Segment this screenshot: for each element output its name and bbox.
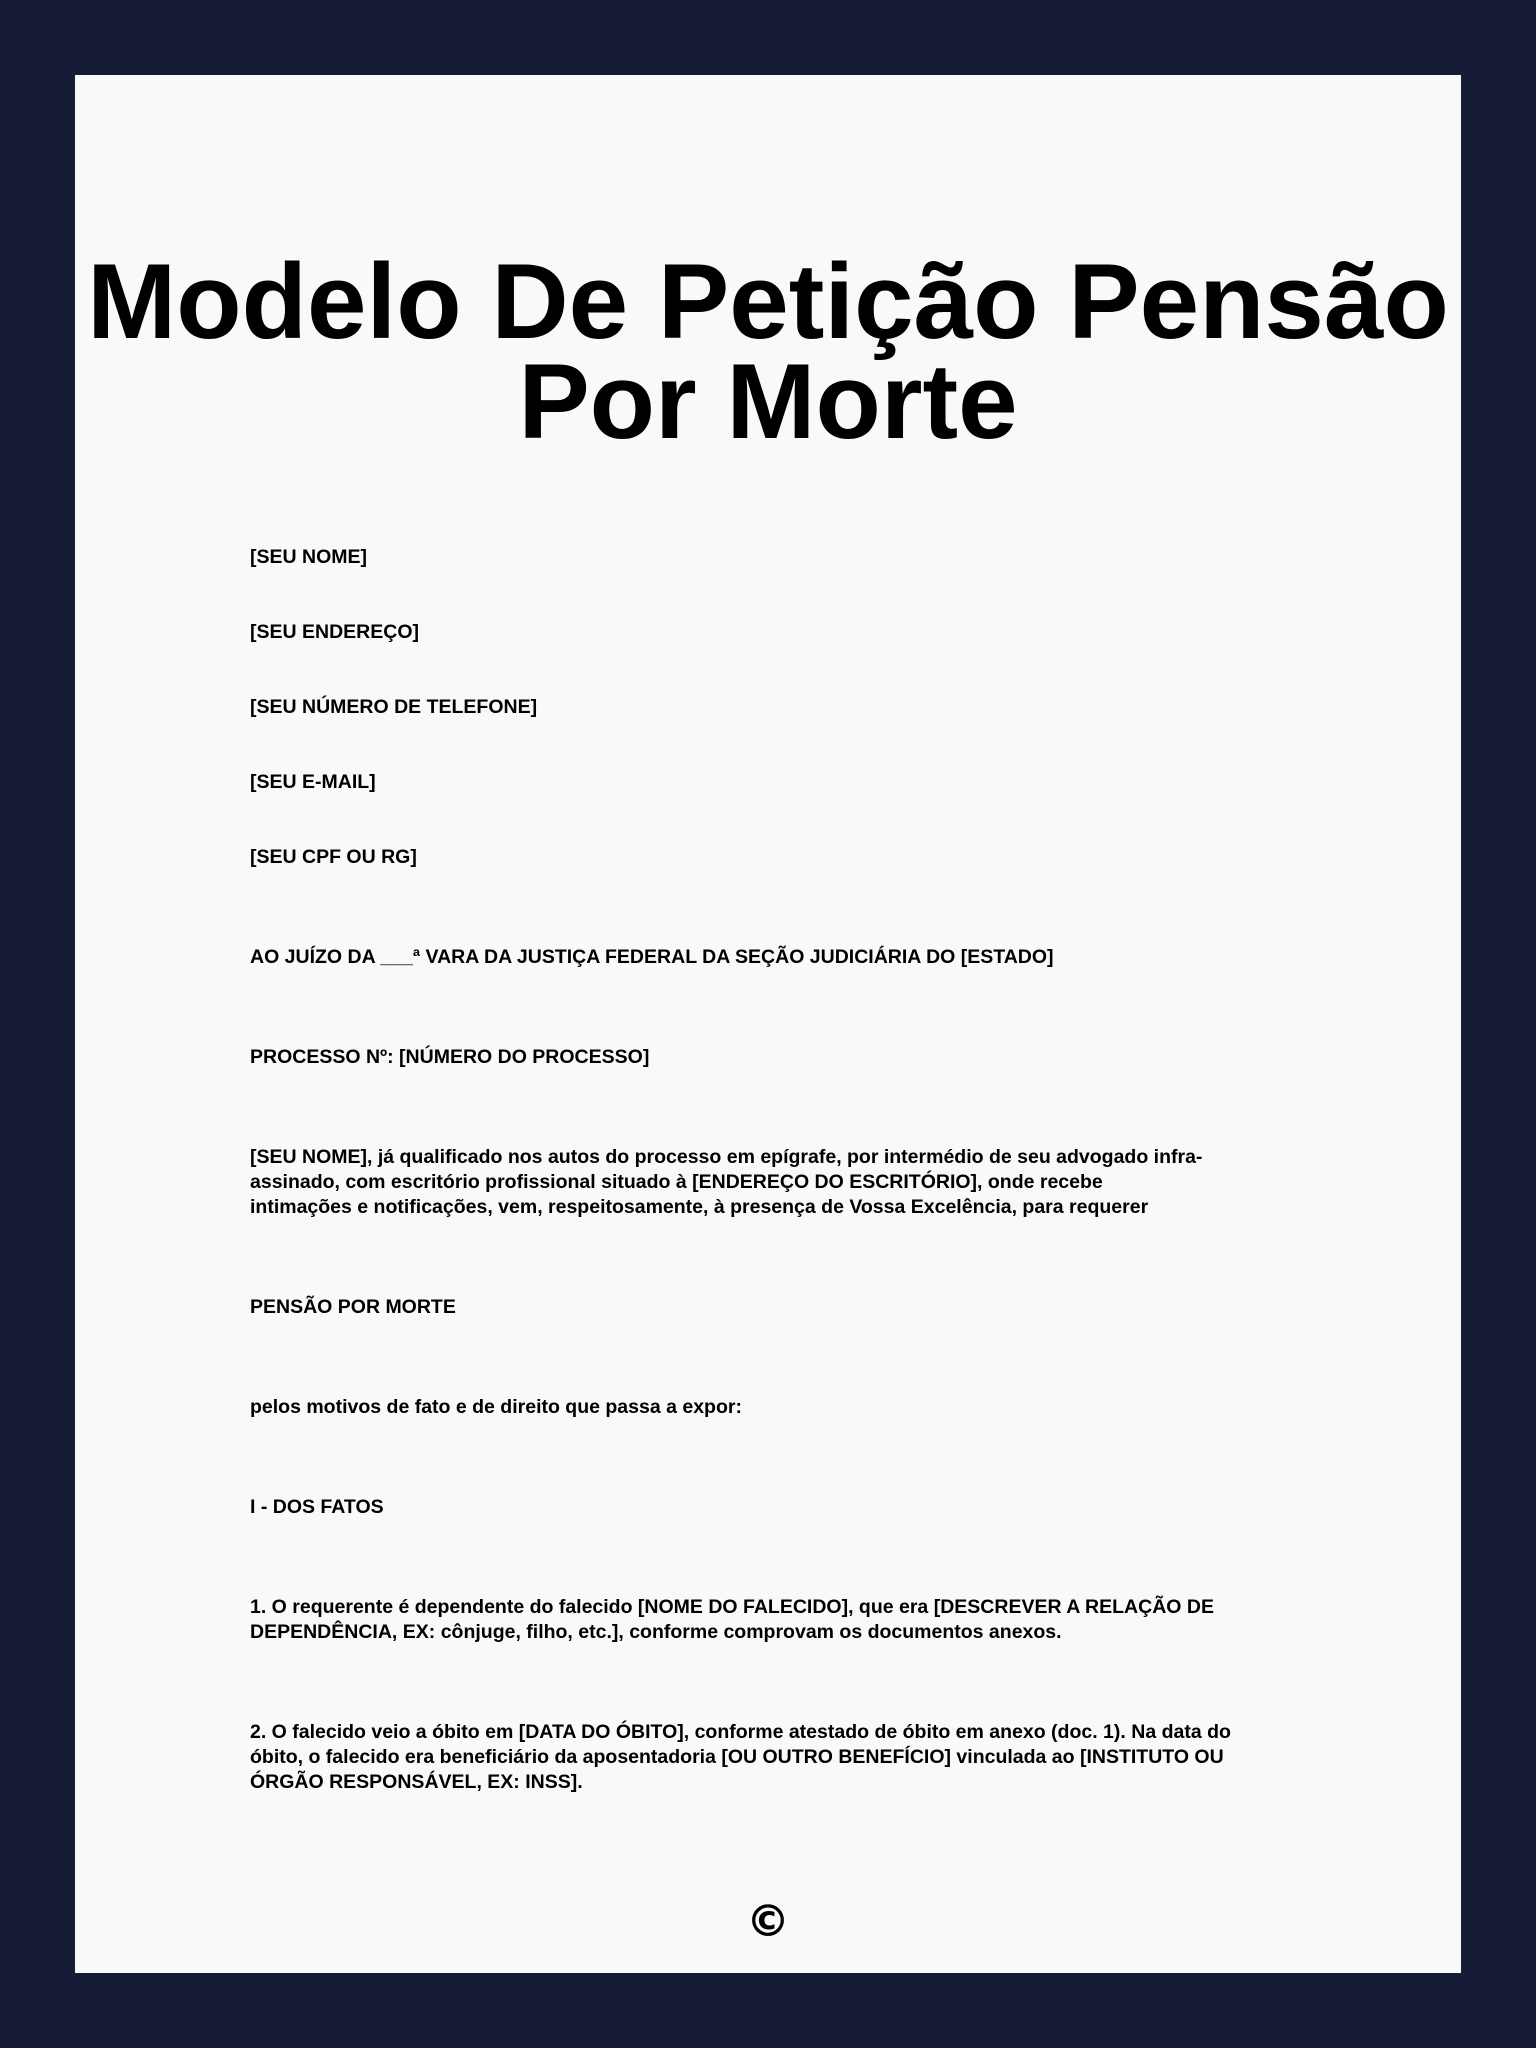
intro-paragraph: [SEU NOME], já qualificado nos autos do processo em epígrafe, por intermédio de seu advogado infra-assinado, com escritório profissional situado à [ENDEREÇO DO ESCRITÓRIO], onde recebe intimações e notificações, vem, respeitosamente, à presença de Vossa Excelência, para requerer <box>250 1146 1203 1218</box>
header-line-email: [SEU E-MAIL] <box>250 771 376 793</box>
fact-paragraph-1: 1. O requerente é dependente do falecido [NOME DO FALECIDO], que era [DESCREVER A RELAÇÃO DE DEPENDÊNCIA, EX: cônjuge, filho, etc.], conforme comprovam os documentos anexos. <box>250 1596 1214 1643</box>
motives-line: pelos motivos de fato e de direito que passa a expor: <box>250 1396 742 1418</box>
document-title: Modelo De Petição Pensão Por Morte <box>87 241 1449 461</box>
copyright-icon: © <box>746 1896 790 1947</box>
header-line-name: [SEU NOME] <box>250 546 367 568</box>
header-line-address: [SEU ENDEREÇO] <box>250 621 420 643</box>
section-heading: I - DOS FATOS <box>250 1496 384 1518</box>
request-heading: PENSÃO POR MORTE <box>250 1296 456 1318</box>
process-number: PROCESSO Nº: [NÚMERO DO PROCESSO] <box>250 1046 650 1068</box>
document-body <box>250 545 1360 1795</box>
document-page <box>75 75 1461 1973</box>
addressee-line: AO JUÍZO DA ___ª VARA DA JUSTIÇA FEDERAL DA SEÇÃO JUDICIÁRIA DO [ESTADO] <box>250 946 1054 968</box>
header-line-phone: [SEU NÚMERO DE TELEFONE] <box>250 696 538 718</box>
fact-paragraph-2: 2. O falecido veio a óbito em [DATA DO ÓBITO], conforme atestado de óbito em anexo (doc. 1). Na data do óbito, o falecido era beneficiário da aposentadoria [OU OUTRO BENEFÍCIO] vinculada ao [INSTITUTO OU ÓRGÃO RESPONSÁVEL, EX: INSS]. <box>250 1721 1231 1793</box>
header-line-id: [SEU CPF OU RG] <box>250 846 417 868</box>
